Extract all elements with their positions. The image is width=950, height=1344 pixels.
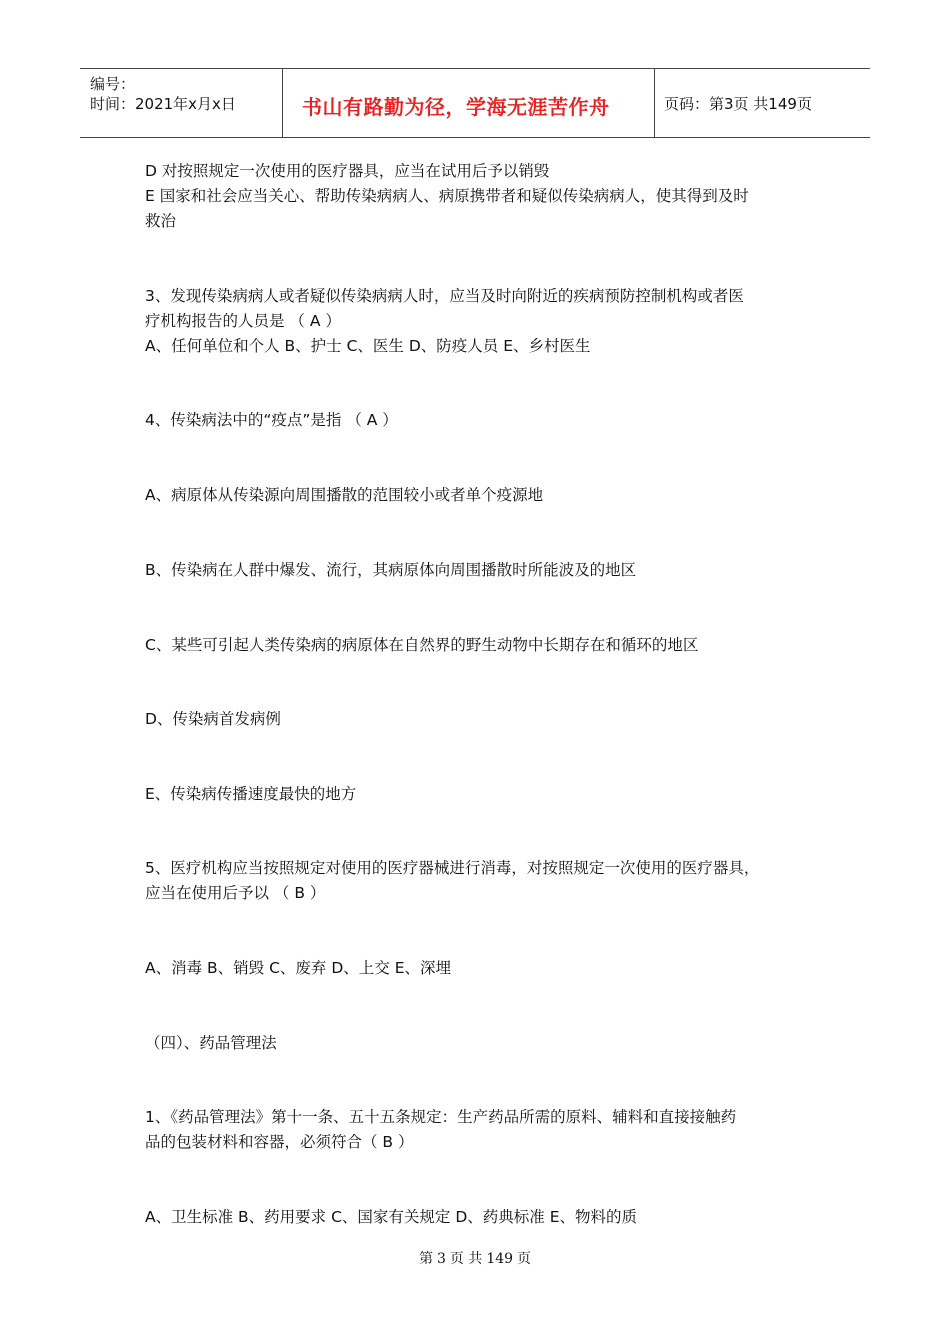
options-line: A、任何单位和个人 B、护士 C、医生 D、防疫人员 E、乡村医生 [145,337,591,355]
section-heading: （四）、药品管理法 [145,1034,277,1052]
body-line: D 对按照规定一次使用的医疗器具，应当在试用后予以销毁 [145,162,550,180]
question-line: 1、《药品管理法》第十一条、五十五条规定：生产药品所需的原料、辅料和直接接触药 [145,1108,737,1126]
footer-prefix: 第 [418,1251,433,1267]
header-left-cell [80,69,283,137]
option-line: E、传染病传播速度最快的地方 [145,785,357,803]
footer-suffix: 页 [517,1251,532,1267]
page-header [80,68,870,138]
options-line: A、卫生标准 B、药用要求 C、国家有关规定 D、药典标准 E、物料的质 [145,1208,637,1226]
motto-text: 书山有路勤为径，学海无涯苦作舟 [302,95,610,119]
options-line: A、消毒 B、销毁 C、废弃 D、上交 E、深埋 [145,959,451,977]
question-line: 疗机构报告的人员是 （ A ） [145,312,341,330]
question-line: 3、发现传染病病人或者疑似传染病病人时，应当及时向附近的疾病预防控制机构或者医 [145,287,744,305]
number-label: 编号： [90,75,136,93]
header-motto-cell [282,69,655,137]
footer-page-number: 3 [436,1251,446,1267]
option-line: D、传染病首发病例 [145,710,281,728]
option-line: A、病原体从传染源向周围播散的范围较小或者单个疫源地 [145,486,544,504]
question-line: 应当在使用后予以 （ B ） [145,884,326,902]
page-footer [0,1248,950,1268]
footer-mid: 页 共 [449,1251,483,1267]
question-line: 4、传染病法中的“疫点”是指 （ A ） [145,411,398,429]
option-line: B、传染病在人群中爆发、流行，其病原体向周围播散时所能波及的地区 [145,561,637,579]
question-line: 5、医疗机构应当按照规定对使用的医疗器械进行消毒，对按照规定一次使用的医疗器具， [145,859,760,877]
body-line: 救治 [145,212,177,230]
header-page-cell [654,69,870,137]
body-line: E 国家和社会应当关心、帮助传染病病人、病原携带者和疑似传染病病人，使其得到及时 [145,187,749,205]
footer-total-pages: 149 [486,1251,514,1267]
question-line: 品的包装材料和容器，必须符合（ B ） [145,1133,414,1151]
option-line: C、某些可引起人类传染病的病原体在自然界的野生动物中长期存在和循环的地区 [145,636,699,654]
page-label: 页码：第3页 共149页 [664,95,812,113]
date-label: 时间：2021年x月x日 [90,95,236,113]
